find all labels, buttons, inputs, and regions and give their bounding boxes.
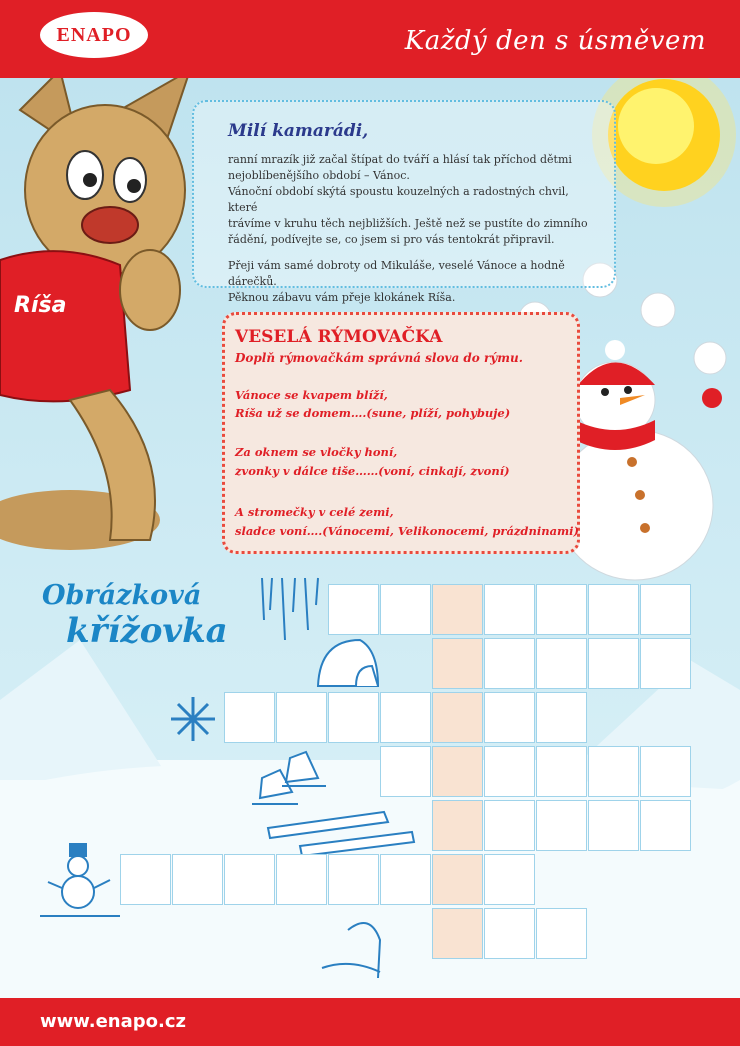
mascot-shirt-text: Ríša [14,293,67,318]
crossword-solution-cell[interactable] [432,854,483,905]
crossword-cell[interactable] [484,908,535,959]
crossword-cell[interactable] [328,854,379,905]
crossword-cell[interactable] [640,800,691,851]
mountain-left [0,640,170,780]
crossword-title-line1: Obrázková [42,580,202,611]
crossword-cell[interactable] [484,638,535,689]
enapo-logo[interactable] [40,12,148,58]
letter-line: nejoblíbenějšího období – Vánoc. [228,169,410,182]
rhyme-line: Ríša už se domem….(sune, plíží, pohybuje) [235,406,511,420]
crossword-cell[interactable] [328,584,379,635]
letter-text [228,152,588,306]
slogan: Každý den s úsměvem [404,26,706,56]
crossword-cell[interactable] [380,746,431,797]
letter-line: Pěknou zábavu vám přeje klokánek Ríša. [228,291,456,304]
crossword-cell[interactable] [536,638,587,689]
crossword-cell[interactable] [588,746,639,797]
crossword-solution-cell[interactable] [432,584,483,635]
letter-line: Vánoční období skýtá spoustu kouzelných a radostných chvil, které [228,185,569,214]
icicles-doodle [262,578,318,640]
rhyme-line: A stromečky v celé zemi, [235,505,394,519]
crossword-solution-cell[interactable] [432,746,483,797]
snowflake-icon [171,697,215,741]
logo-text: ENAPO [56,23,132,46]
website-link[interactable]: www.enapo.cz [40,1011,186,1032]
crossword-cell[interactable] [172,854,223,905]
crossword-cell[interactable] [536,800,587,851]
rhyme-line: zvonky v dálce tiše……(voní, cinkají, zvoní) [235,464,510,478]
rhyme-title: VESELÁ RÝMOVAČKA [235,327,443,347]
rhyme-instruction: Doplň rýmovačkám správná slova do rýmu. [235,351,523,365]
crossword-cell[interactable] [484,746,535,797]
crossword-cell[interactable] [380,692,431,743]
crossword-cell[interactable] [224,692,275,743]
crossword-cell[interactable] [276,692,327,743]
crossword-solution-cell[interactable] [432,908,483,959]
crossword-solution-cell[interactable] [432,692,483,743]
letter-line: ranní mrazík již začal štípat do tváří a hlásí tak příchod dětmi [228,153,572,166]
crossword-cell[interactable] [536,746,587,797]
letter-line: Přeji vám samé dobroty od Mikuláše, veselé Vánoce a hodně dárečků. [228,259,565,288]
crossword-cell[interactable] [536,584,587,635]
igloo-doodle [318,640,378,686]
crossword-solution-cell[interactable] [432,638,483,689]
crossword-cell[interactable] [328,692,379,743]
crossword-cell[interactable] [484,854,535,905]
crossword-cell[interactable] [120,854,171,905]
crossword-cell[interactable] [276,854,327,905]
crossword-cell[interactable] [484,692,535,743]
crossword-cell[interactable] [380,854,431,905]
crossword-cell[interactable] [380,584,431,635]
rhyme-line: sladce voní….(Vánocemi, Velikonocemi, prázdninami) [235,524,579,538]
crossword-cell[interactable] [640,746,691,797]
crossword-cell[interactable] [588,638,639,689]
rhyme-line: Za oknem se vločky honí, [235,445,398,459]
paragraph-gap [228,248,588,258]
crossword-solution-cell[interactable] [432,800,483,851]
crossword-title-line2: křížovka [66,611,228,651]
crossword-cell[interactable] [224,854,275,905]
crossword-cell[interactable] [588,584,639,635]
crossword-cell[interactable] [640,638,691,689]
crossword-cell[interactable] [536,908,587,959]
letter-line: trávíme v kruhu těch nejbližších. Ještě než se pustíte do zimního [228,217,588,230]
crossword-cell[interactable] [484,584,535,635]
crossword-cell[interactable] [588,800,639,851]
crossword-cell[interactable] [484,800,535,851]
crossword-cell[interactable] [536,692,587,743]
letter-line: řádění, podívejte se, co jsem si pro vás tentokrát připravil. [228,233,555,246]
rhyme-line: Vánoce se kvapem blíží, [235,388,388,402]
crossword-cell[interactable] [640,584,691,635]
letter-title: Milí kamarádi, [228,121,369,141]
